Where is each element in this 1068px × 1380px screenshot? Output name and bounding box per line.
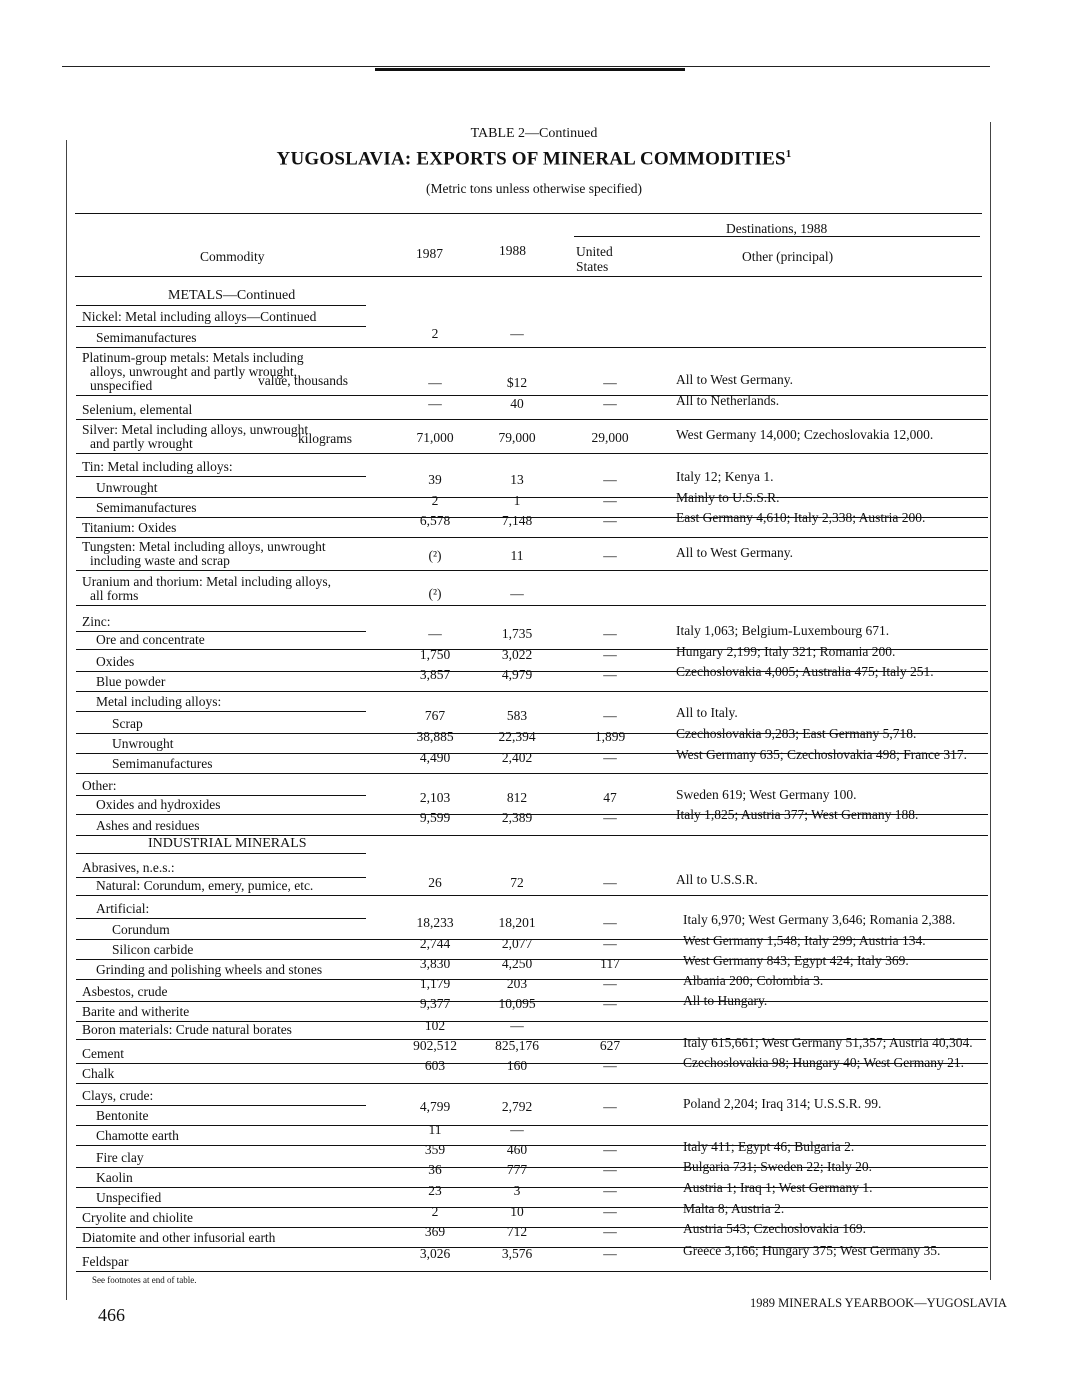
value-1988: 712 [506, 1224, 528, 1239]
row-rule [76, 305, 366, 306]
commodity-label: Bentonite [96, 1108, 149, 1123]
row-rule [76, 773, 988, 774]
value-1987: 3,830 [419, 956, 451, 971]
commodity-label: Clays, crude: [82, 1088, 154, 1103]
row-rule [76, 918, 366, 919]
value-1987: 11 [428, 1122, 442, 1137]
row-rule [76, 347, 986, 348]
value-united-states: — [603, 750, 617, 765]
commodity-label: Tungsten: Metal including alloys, unwrought [82, 539, 326, 554]
table-subtitle: (Metric tons unless otherwise specified) [426, 181, 642, 196]
value-1988: 10,095 [498, 996, 536, 1011]
value-other-destinations: Poland 2,204; Iraq 314; U.S.S.R. 99. [683, 1096, 882, 1111]
row-rule [76, 570, 988, 571]
value-1988: 3,576 [501, 1246, 533, 1261]
value-1988: 160 [506, 1058, 528, 1073]
page-number: 466 [98, 1305, 125, 1325]
value-united-states: — [603, 626, 617, 641]
value-other-destinations: West Germany 14,000; Czechoslovakia 12,000. [676, 427, 934, 442]
value-other-destinations: Italy 12; Kenya 1. [676, 469, 774, 484]
commodity-label: Oxides [96, 654, 135, 669]
value-1987: 767 [424, 708, 446, 723]
row-rule [76, 419, 988, 420]
commodity-label: Silicon carbide [112, 942, 194, 957]
commodity-label: Diatomite and other infusorial earth [82, 1230, 276, 1245]
row-rule [76, 1083, 988, 1084]
row-rule [76, 537, 988, 538]
value-other-destinations: Italy 6,970; West Germany 3,646; Romania 2,388. [683, 912, 956, 927]
row-rule [76, 605, 986, 606]
footnote: See footnotes at end of table. [92, 1275, 197, 1285]
value-other-destinations: All to West Germany. [676, 545, 794, 560]
row-rule [76, 1271, 988, 1272]
commodity-label: Fire clay [96, 1150, 144, 1165]
value-other-destinations: Italy 1,063; Belgium-Luxembourg 671. [676, 623, 890, 638]
value-1987: 9,377 [419, 996, 451, 1011]
value-1987: 2 [431, 1204, 439, 1219]
value-other-destinations: West Germany 1,548; Italy 299; Austria 134. [683, 933, 926, 948]
commodity-label-continued: and partly wrought [90, 436, 193, 451]
commodity-label: Feldspar [82, 1254, 129, 1269]
value-1987: 71,000 [416, 430, 454, 445]
value-other-destinations: Austria 1; Iraq 1; West Germany 1. [683, 1180, 873, 1195]
value-1987: 359 [424, 1142, 446, 1157]
value-1988: 13 [510, 472, 524, 487]
value-1988: 3 [513, 1183, 521, 1198]
value-1987: 102 [424, 1018, 446, 1033]
commodity-label: Ore and concentrate [96, 632, 205, 647]
commodity-label: Semimanufactures [96, 330, 197, 345]
row-rule [76, 795, 366, 796]
value-united-states: 29,000 [591, 430, 629, 445]
value-1988: 460 [506, 1142, 528, 1157]
value-1987: 3,857 [419, 667, 451, 682]
column-header-united-states: United States [576, 244, 613, 274]
value-united-states: — [603, 1183, 617, 1198]
value-1988: 11 [510, 548, 524, 563]
value-other-destinations: Hungary 2,199; Italy 321; Romania 200. [676, 644, 896, 659]
column-header-commodity: Commodity [200, 249, 265, 264]
value-1987: 23 [428, 1183, 442, 1198]
commodity-label: Kaolin [96, 1170, 133, 1185]
row-rule [76, 326, 366, 327]
value-1988: 72 [510, 875, 524, 890]
value-other-destinations: All to U.S.S.R. [676, 872, 758, 887]
value-other-destinations: All to Italy. [676, 705, 738, 720]
value-1987: 38,885 [416, 729, 454, 744]
value-united-states: — [603, 1162, 617, 1177]
value-1988: 4,250 [501, 956, 533, 971]
value-1988: 3,022 [501, 647, 533, 662]
value-1988: 10 [510, 1204, 524, 1219]
value-other-destinations: Greece 3,166; Hungary 375; West Germany 35. [683, 1243, 941, 1258]
value-united-states: — [603, 810, 617, 825]
value-1987: 18,233 [416, 915, 454, 930]
value-1988: 22,394 [498, 729, 536, 744]
value-other-destinations: Italy 1,825; Austria 377; West Germany 188. [676, 807, 919, 822]
commodity-label: Abrasives, n.e.s.: [82, 860, 175, 875]
column-header-1987: 1987 [416, 246, 443, 261]
value-1988: 583 [506, 708, 528, 723]
commodity-label: Chamotte earth [96, 1128, 179, 1143]
value-1988: 812 [506, 790, 528, 805]
running-footer: 1989 MINERALS YEARBOOK—YUGOSLAVIA [750, 1296, 1007, 1310]
value-1987: 3,026 [419, 1246, 451, 1261]
value-other-destinations: All to Hungary. [683, 993, 768, 1008]
table-title-text: YUGOSLAVIA: EXPORTS OF MINERAL COMMODITIES [276, 148, 786, 170]
unit-label: value, thousands [258, 373, 348, 388]
value-other-destinations: Czechoslovakia 4,005; Australia 475; Italy 251. [676, 664, 934, 679]
commodity-label: Tin: Metal including alloys: [82, 459, 233, 474]
commodity-label: Ashes and residues [96, 818, 200, 833]
commodity-label: Titanium: Oxides [82, 520, 177, 535]
value-1987: 39 [428, 472, 442, 487]
section-title: INDUSTRIAL MINERALS [148, 836, 307, 851]
value-other-destinations: Bulgaria 731; Sweden 22; Italy 20. [683, 1159, 872, 1174]
commodity-label: Corundum [112, 922, 170, 937]
value-united-states: — [603, 472, 617, 487]
value-1988: 40 [510, 396, 524, 411]
value-1988: 2,402 [501, 750, 533, 765]
value-united-states: — [603, 708, 617, 723]
value-1988: 1 [513, 493, 521, 508]
value-united-states: — [603, 1204, 617, 1219]
value-united-states: 47 [603, 790, 617, 805]
value-other-destinations: Albania 200; Colombia 3. [683, 973, 824, 988]
value-1987: 603 [424, 1058, 446, 1073]
value-other-destinations: All to Netherlands. [676, 393, 780, 408]
commodity-label: Metal including alloys: [96, 694, 222, 709]
value-united-states: 117 [600, 956, 620, 971]
section-title: METALS—Continued [168, 288, 296, 303]
value-other-destinations: Italy 615,661; West Germany 51,357; Austria 40,304. [683, 1035, 973, 1050]
value-1987: 2,744 [419, 936, 451, 951]
value-united-states: — [603, 915, 617, 930]
value-1988: 18,201 [498, 915, 536, 930]
commodity-label-continued: including waste and scrap [90, 553, 230, 568]
value-1988: 2,077 [501, 936, 533, 951]
row-rule [76, 711, 366, 712]
commodity-label: Semimanufactures [112, 756, 213, 771]
value-1987: — [428, 626, 442, 641]
value-united-states: 1,899 [594, 729, 626, 744]
commodity-label: Other: [82, 778, 117, 793]
row-rule [76, 476, 366, 477]
value-1987: (²) [428, 586, 442, 601]
commodity-label: Artificial: [96, 901, 150, 916]
value-other-destinations: West Germany 843; Egypt 424; Italy 369. [683, 953, 909, 968]
commodity-label: Semimanufactures [96, 500, 197, 515]
commodity-label: Nickel: Metal including alloys—Continued [82, 309, 317, 324]
value-other-destinations: All to West Germany. [676, 372, 794, 387]
value-1988: 825,176 [495, 1038, 539, 1053]
value-united-states: — [603, 548, 617, 563]
commodity-label: Zinc: [82, 614, 111, 629]
value-united-states: — [603, 1246, 617, 1261]
value-united-states: — [603, 1058, 617, 1073]
value-other-destinations: Austria 543; Czechoslovakia 169. [683, 1221, 866, 1236]
value-1987: 9,599 [419, 810, 451, 825]
value-1988: 79,000 [498, 430, 536, 445]
value-1987: 6,578 [419, 513, 451, 528]
value-other-destinations: East Germany 4,610; Italy 2,338; Austria 200. [676, 510, 926, 525]
value-1988: — [510, 586, 524, 601]
commodity-label: Platinum-group metals: Metals including [82, 350, 304, 365]
value-1987: 4,799 [419, 1099, 451, 1114]
commodity-label-continued: unspecified [90, 378, 153, 393]
value-1987: 1,179 [419, 976, 451, 991]
value-other-destinations: Sweden 619; West Germany 100. [676, 787, 857, 802]
commodity-label: Uranium and thorium: Metal including alloys, [82, 574, 331, 589]
value-united-states: 627 [599, 1038, 621, 1053]
value-1988: 203 [506, 976, 528, 991]
value-united-states: — [603, 1224, 617, 1239]
value-1988: 2,792 [501, 1099, 533, 1114]
value-united-states: — [603, 1099, 617, 1114]
value-united-states: — [603, 1142, 617, 1157]
value-1987: 2 [431, 493, 439, 508]
value-1988: 4,979 [501, 667, 533, 682]
commodity-label: Oxides and hydroxides [96, 797, 221, 812]
commodity-label: Boron materials: Crude natural borates [82, 1022, 292, 1037]
value-united-states: — [603, 647, 617, 662]
value-1987: (²) [428, 548, 442, 563]
table-label: TABLE 2—Continued [470, 126, 598, 141]
value-united-states: — [603, 375, 617, 390]
value-1987: 36 [428, 1162, 442, 1177]
value-1987: 4,490 [419, 750, 451, 765]
commodity-label-continued: alloys, unwrought and partly wrought, [90, 364, 297, 379]
commodity-label-continued: all forms [90, 588, 139, 603]
value-united-states: — [603, 493, 617, 508]
row-rule [76, 1105, 366, 1106]
value-1987: 902,512 [413, 1038, 457, 1053]
commodity-label: Silver: Metal including alloys, unwrought [82, 422, 309, 437]
commodity-label: Asbestos, crude [82, 984, 168, 999]
value-other-destinations: Czechoslovakia 9,283; East Germany 5,718. [676, 726, 917, 741]
commodity-label: Selenium, elemental [82, 402, 193, 417]
value-1988: $12 [506, 375, 528, 390]
row-rule [76, 691, 988, 692]
value-united-states: — [603, 396, 617, 411]
commodity-label: Cryolite and chiolite [82, 1210, 193, 1225]
value-united-states: — [603, 513, 617, 528]
value-other-destinations: Mainly to U.S.S.R. [676, 490, 780, 505]
commodity-label: Unwrought [96, 480, 158, 495]
column-header-1988: 1988 [499, 243, 526, 258]
value-united-states: — [603, 996, 617, 1011]
column-header-destinations: Destinations, 1988 [726, 221, 828, 236]
value-other-destinations: Czechoslovakia 98; Hungary 40; West Germany 21. [683, 1055, 964, 1070]
row-rule [76, 853, 366, 854]
row-rule [76, 895, 988, 896]
value-1987: 1,750 [419, 647, 451, 662]
value-1987: — [428, 375, 442, 390]
value-1987: 369 [424, 1224, 446, 1239]
table-title-footnote: 1 [785, 148, 792, 160]
unit-label: kilograms [298, 431, 352, 446]
value-1987: 2 [431, 326, 439, 341]
commodity-label: Cement [82, 1046, 124, 1061]
commodity-label: Unwrought [112, 736, 174, 751]
value-1988: — [510, 1018, 524, 1033]
value-1987: 2,103 [419, 790, 451, 805]
commodity-label: Grinding and polishing wheels and stones [96, 962, 323, 977]
commodity-label: Unspecified [96, 1190, 162, 1205]
value-united-states: — [603, 875, 617, 890]
value-other-destinations: Malta 8; Austria 2. [683, 1201, 785, 1216]
value-1988: 2,389 [501, 810, 533, 825]
value-united-states: — [603, 667, 617, 682]
commodity-label: Blue powder [96, 674, 166, 689]
value-united-states: — [603, 976, 617, 991]
row-rule [76, 453, 988, 454]
value-1987: 26 [428, 875, 442, 890]
value-1987: — [428, 396, 442, 411]
commodity-label: Scrap [112, 716, 143, 731]
value-1988: — [510, 1122, 524, 1137]
column-header-other: Other (principal) [742, 249, 834, 264]
commodity-label: Barite and witherite [82, 1004, 190, 1019]
value-1988: 777 [506, 1162, 528, 1177]
value-other-destinations: West Germany 635; Czechoslovakia 498; France 317. [676, 747, 967, 762]
value-1988: 7,148 [501, 513, 533, 528]
commodity-label: Chalk [82, 1066, 115, 1081]
value-united-states: — [603, 936, 617, 951]
value-1988: 1,735 [501, 626, 533, 641]
value-1988: — [510, 326, 524, 341]
commodity-label: Natural: Corundum, emery, pumice, etc. [96, 878, 314, 893]
value-other-destinations: Italy 411; Egypt 46; Bulgaria 2. [683, 1139, 855, 1154]
